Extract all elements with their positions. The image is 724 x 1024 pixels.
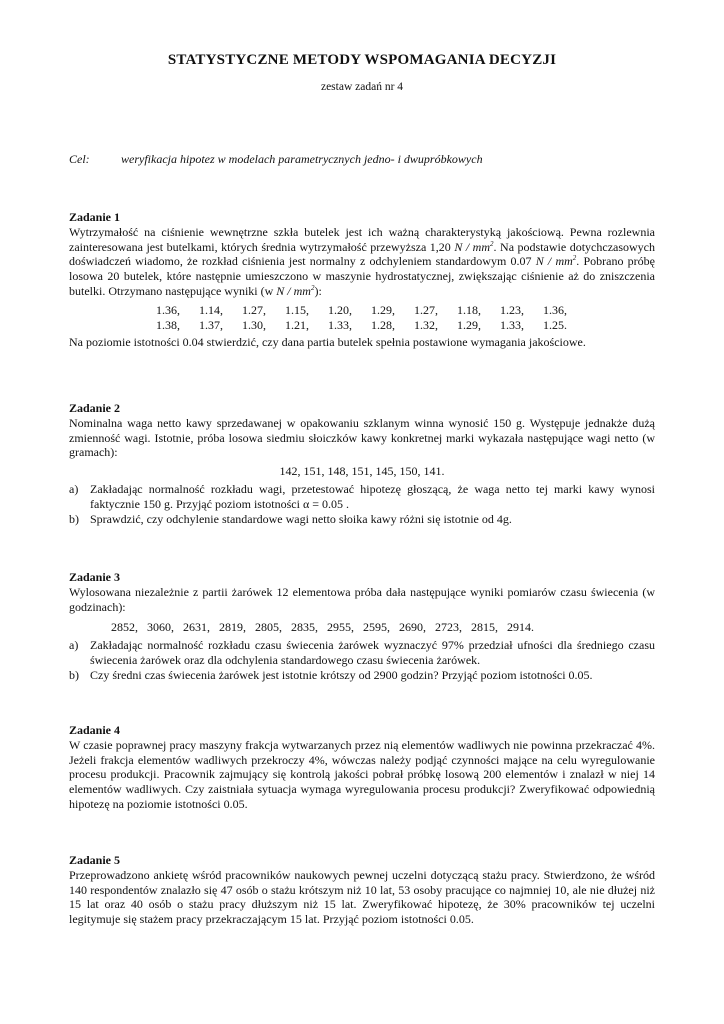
data-value: 1.33, [328,317,352,332]
unit-formula [536,254,577,268]
unit-exponent: 2 [310,283,315,292]
unit-exponent: 2 [572,254,577,263]
task-5 [69,853,655,927]
list-item [69,512,655,527]
task-text-part: ): [314,283,322,298]
item-marker: b) [69,511,79,526]
data-value: 1.37, [199,317,223,332]
task-1 [69,210,655,350]
task-heading: Zadanie 4 [69,723,121,737]
data-values: 142, 151, 148, 151, 145, 150, 141. [279,464,445,479]
data-value: 1.29, [457,317,481,332]
unit-text: N / mm [535,254,573,269]
data-row-2 [156,318,655,333]
data-value: 1.20, [328,302,352,317]
unit-exponent: 2 [490,239,494,248]
data-value: 1.18, [457,302,481,317]
list-item [69,668,655,683]
subtask-list [69,482,655,526]
task-text: Nominalna waga netto kawy sprzedawanej w opakowaniu szklanym winna wynosić 150 g. Występuje jednakże dużą zmienność wagi. Istotnie, próba losowa siedmiu słoiczków kawy konkretnej marki wykazała następujące wagi netto (w gramach): [69,415,655,460]
goal-text: weryfikacja hipotez w modelach parametrycznych jedno- i dwupróbkowych [121,152,483,166]
task-heading: Zadanie 1 [69,210,121,224]
task-text: W czasie poprawnej pracy maszyny frakcja wytwarzanych przez nią elementów wadliwych nie powinna przekraczać 4%. Jeżeli frakcja elementów wadliwych przekroczy 4%, wówczas należy podjąć czynności mające na celu wyregulowanie procesu produkcji. Pracownik zajmujący się kontrolą jakości pobrał próbkę losową 200 elementów i znalazł w niej 14 elementów wadliwych. Czy zaistniała sytuacja wymaga wyregulowania procesu produkcji? Zweryfikować odpowiednią hipotezę na poziomie istotności 0.05. [69,737,655,811]
list-item [69,482,655,512]
item-marker: a) [69,638,79,653]
task-4 [69,723,655,812]
goal-label: Cel: [69,152,90,166]
subtask-list [69,638,655,682]
unit-formula [276,284,314,298]
item-text: Zakładając normalność rozkładu wagi, przetestować hipotezę głoszącą, że waga netto tej marki kawy wynosi faktycznie 150 g. Przyjąć poziom istotności α = 0.05 . [90,481,655,511]
data-value: 1.27, [242,302,266,317]
data-value: 1.30, [242,317,266,332]
task-2 [69,401,655,526]
unit-text: N / mm [454,239,491,254]
task-text: Wylosowana niezależnie z partii żarówek 12 elementowa próba dała następujące wyniki pomiarów czasu świecenia (w godzinach): [69,584,655,614]
list-item [69,638,655,668]
data-value: 1.25. [543,317,567,332]
unit-text: N / mm [276,283,311,298]
data-value: 1.23, [500,302,524,317]
item-text: Zakładając normalność rozkładu czasu świecenia żarówek wyznaczyć 97% przedział ufności dla średniego czasu świecenia żarówek oraz dla odchylenia standardowego czasu świecenia żarówek. [90,638,655,667]
data-value: 1.32, [414,317,438,332]
data-value: 1.36, [156,302,180,317]
data-value: 1.38, [156,317,180,332]
task-question: Na poziomie istotności 0.04 stwierdzić, czy dana partia butelek spełnia postawione wymagania jakościowe. [69,335,586,350]
task-text-part: . Na podstawie dotychczasowych doświadczeń wiadomo, że rozkład ciśnienia jest normalny z odchyleniem standardowym 0.07 [69,239,656,269]
data-value: 1.15, [285,302,309,317]
document-subtitle: zestaw zadań nr 4 [320,81,404,93]
item-marker: b) [69,667,79,682]
task-3 [69,570,655,683]
task-text: Przeprowadzono ankietę wśród pracowników naukowych pewnej uczelni dotyczącą stażu pracy. Stwierdzono, że wśród 140 respondentów znalazło się 47 osób o stażu krótszym niż 10 lat, 53 osoby pracujące co najmniej 10, ale nie dłużej niż 15 lat oraz 40 osób o stażu pracy dłuższym niż 15 lat. Zweryfikować hipotezę, że 30% pracowników tej uczelni legitymuje się stażem pracy przekraczającym 15 lat. Przyjąć poziom istotności 0.05. [69,867,655,927]
task-heading: Zadanie 5 [69,853,121,867]
item-text: Sprawdzić, czy odchylenie standardowe wagi netto słoika kawy różni się istotnie od 4g. [90,511,512,526]
data-row-1 [156,303,655,318]
task-text [69,225,655,299]
data-value: 1.29, [371,302,395,317]
data-value: 1.33, [500,317,524,332]
document-title: STATYSTYCZNE METODY WSPOMAGANIA DECYZJI [167,52,557,68]
data-value: 1.21, [285,317,309,332]
task-heading: Zadanie 3 [69,570,121,584]
data-value: 1.28, [371,317,395,332]
task-text-part: Wytrzymałość na ciśnienie wewnętrzne szkła butelek jest ich ważną charakterystyką jakościową. Pewna rozlewnia zainteresowana jest butelkami, których średnia wytrzymałość przewyższa 1,20 [69,224,655,254]
unit-formula [454,240,493,254]
data-value: 1.27, [414,302,438,317]
goal-line [69,152,483,167]
task-text-part: . Pobrano próbę losowa 20 butelek, które następnie umieszczono w maszynie hydrostatycznej, zwiększając ciśnienie aż do zniszczenia butelki. Otrzymano następujące wyniki (w [69,254,656,298]
item-marker: a) [69,481,79,496]
item-text: Czy średni czas świecenia żarówek jest istotnie krótszy od 2900 godzin? Przyjąć poziom istotności 0.05. [90,667,593,682]
task-heading: Zadanie 2 [69,401,121,415]
data-values: 2852, 3060, 2631, 2819, 2805, 2835, 2955, 2595, 2690, 2723, 2815, 2914. [111,620,534,635]
data-value: 1.14, [199,302,223,317]
data-value: 1.36, [543,302,567,317]
